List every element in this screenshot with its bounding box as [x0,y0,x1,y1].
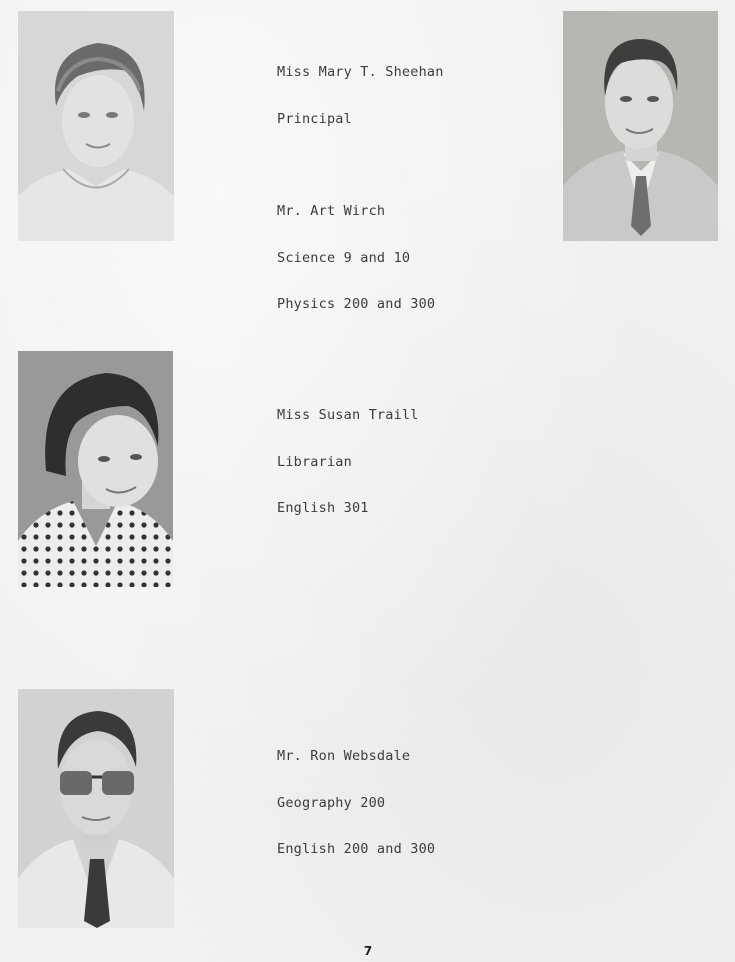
staff-caption-1 [277,34,444,328]
staff-caption-2 [277,377,419,532]
staff-role: English 200 and 300 [277,841,436,857]
page-number: 7 [363,944,373,958]
staff-role: Librarian [277,453,352,470]
portrait-photo-wirch [563,11,718,241]
staff-role: Science 9 and 10 [277,249,411,266]
staff-role: Physics 200 and 300 [277,296,436,312]
staff-name: Miss Susan Traill [277,407,419,423]
staff-caption-3 [277,718,435,873]
staff-name: Mr. Ron Websdale [277,748,411,764]
portrait-photo-websdale [18,689,174,928]
portrait-photo-sheehan [18,11,174,241]
staff-name: Miss Mary T. Sheehan [277,64,444,80]
portrait-photo-traill [18,351,173,587]
staff-role: English 301 [277,500,369,516]
staff-role: Principal [277,110,352,127]
staff-name: Mr. Art Wirch [277,203,386,219]
staff-role: Geography 200 [277,794,386,811]
